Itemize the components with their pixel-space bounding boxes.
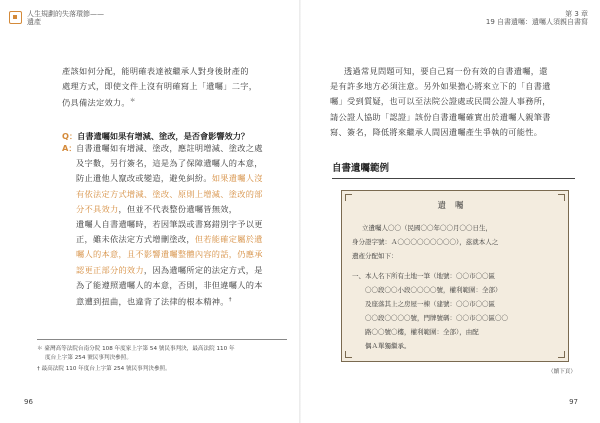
corner-ornament — [558, 351, 565, 358]
running-header-section: 19 自書遺囑：遺囑人須親自書寫 — [485, 18, 588, 26]
answer-text: ，因為遺囑所定的法定方式，是 — [143, 264, 263, 275]
answer-line — [76, 217, 263, 232]
answer-line — [76, 263, 263, 278]
footnote-marker-star-icon: ＊ — [129, 98, 136, 105]
will-line: 及座落其上之房屋一棟（建號：〇〇市〇〇區 — [352, 300, 495, 308]
text-line: 透過常見問題可知，要自己寫一份有效的自書遺囑，還 — [344, 66, 548, 76]
answer-paragraph — [76, 141, 263, 310]
running-header-subtitle: 遺產 — [27, 18, 41, 26]
page-number-left: 96 — [24, 398, 33, 406]
answer-line — [76, 278, 263, 293]
text-line: 仍具備法定效力。＊ — [62, 98, 136, 109]
running-header-chapter: 第 3 章 — [565, 10, 588, 18]
text-line: 囑」受到質疑，也可以至法院公證處或民間公證人事務所， — [330, 96, 551, 107]
answer-line — [76, 141, 263, 156]
will-title: 遺囑 — [437, 201, 473, 211]
right-page — [300, 0, 600, 423]
footnote-1-cont: 度台上字第 254 號民事判決參照。 — [45, 355, 132, 361]
book-logo-icon — [9, 11, 22, 24]
answer-prefix: A： — [62, 143, 77, 153]
answer-text: 遺囑人自書遺囑時，若因筆誤或書寫錯別字予以更 — [76, 219, 263, 230]
corner-ornament — [345, 351, 352, 358]
running-header-title: 人生規劃的失落環節—— — [27, 10, 104, 18]
will-line: 偶Ａ單獨繼承。 — [352, 342, 411, 350]
section-title: 自書遺囑範例 — [332, 163, 390, 174]
answer-line — [76, 187, 263, 202]
will-sample-document — [341, 190, 569, 362]
answer-line — [76, 156, 263, 171]
answer-line — [76, 247, 263, 262]
text-line: 是有許多地方必須注意。另外如果擔心將來立下的「自書遺 — [330, 81, 551, 92]
page-number-right: 97 — [569, 398, 578, 406]
highlighted-text: 但若能確定屬於遺 — [194, 234, 263, 245]
will-line: 路〇〇號〇樓，權利範圍：全部），由配 — [352, 328, 479, 336]
text-line: 處理方式，即使文件上沒有明確寫上「遺囑」二字， — [62, 81, 258, 92]
highlighted-text: 分不具效力 — [76, 203, 119, 214]
answer-text: ，但並不代表整份遺囑皆無效， — [118, 203, 238, 214]
answer-text: 正，雖未依法定方式增刪塗改， — [76, 234, 195, 245]
answer-line — [76, 171, 263, 186]
section-title-underline — [332, 178, 575, 179]
question-prefix: Q： — [62, 131, 78, 141]
will-line: 遺產分配如下： — [352, 252, 398, 260]
answer-text: 及字數，另行簽名，這是為了保障遺囑人的本意， — [76, 158, 263, 169]
answer-text: 為了能遵照遺囑人的本意，否則，非但違囑人的本 — [76, 279, 263, 290]
text-line: 寫、簽名，降低將來繼承人間因遺囑產生爭執的可能性。 — [330, 126, 543, 137]
right-intro-paragraph — [330, 64, 580, 140]
question-text: 自書遺囑如果有增減、塗改，是否會影響效力？ — [77, 131, 250, 141]
footnote-divider — [37, 339, 287, 340]
answer-line — [76, 293, 263, 310]
answer-text: 防止遺他人竄改或變造，避免糾紛。 — [76, 173, 212, 184]
footnote-1: ＊ 臺灣高等法院台南分院 108 年度家上字第 54 號民事判決，最高法院 110 年 — [37, 346, 235, 352]
answer-line — [76, 202, 263, 217]
text-line: 請公證人協助「認證」該份自書遺囑確實出於遺囑人親筆書 — [330, 111, 551, 122]
highlighted-text: 囑人的本意，且不影響遺囑整體內容的話，仍應承 — [76, 249, 263, 260]
will-line: 一、本人名下所有土地一筆（地號：〇〇市〇〇區 — [352, 272, 495, 280]
will-line: 〇〇段〇〇〇〇號，門牌號碼：〇〇市〇〇區〇〇 — [352, 314, 508, 322]
footnote-2: † 最高法院 110 年度台上字第 254 號民事判決參照。 — [37, 366, 171, 372]
will-line: 〇〇段〇〇小段〇〇〇〇號，權利範圍：全部） — [352, 286, 502, 294]
left-intro-paragraph — [62, 64, 257, 111]
highlighted-text: 有依法定方式增減、塗改、原則上增減、塗改的部 — [76, 188, 263, 199]
answer-text: 意遭到扭曲，也違背了法律的根本精神。 — [76, 296, 229, 307]
continued-note: （續下頁） — [548, 369, 576, 375]
highlighted-text: 認更正部分的效力 — [76, 264, 144, 275]
will-line: 身分證字號：Ａ〇〇〇〇〇〇〇〇〇），茲就本人之 — [352, 238, 499, 246]
will-line: 立遺囑人〇〇（民國〇〇年〇〇月〇〇日生， — [362, 224, 492, 232]
answer-text: 自書遺囑如有增減、塗改，應註明增減、塗改之處 — [76, 143, 263, 153]
answer-line — [76, 232, 263, 247]
highlighted-text: 如果遺囑人沒 — [211, 173, 263, 184]
footnote-marker-dagger-icon: † — [228, 297, 232, 304]
text-line: 產該如何分配，能明確表達被繼承人對身後財產的 — [62, 66, 249, 76]
